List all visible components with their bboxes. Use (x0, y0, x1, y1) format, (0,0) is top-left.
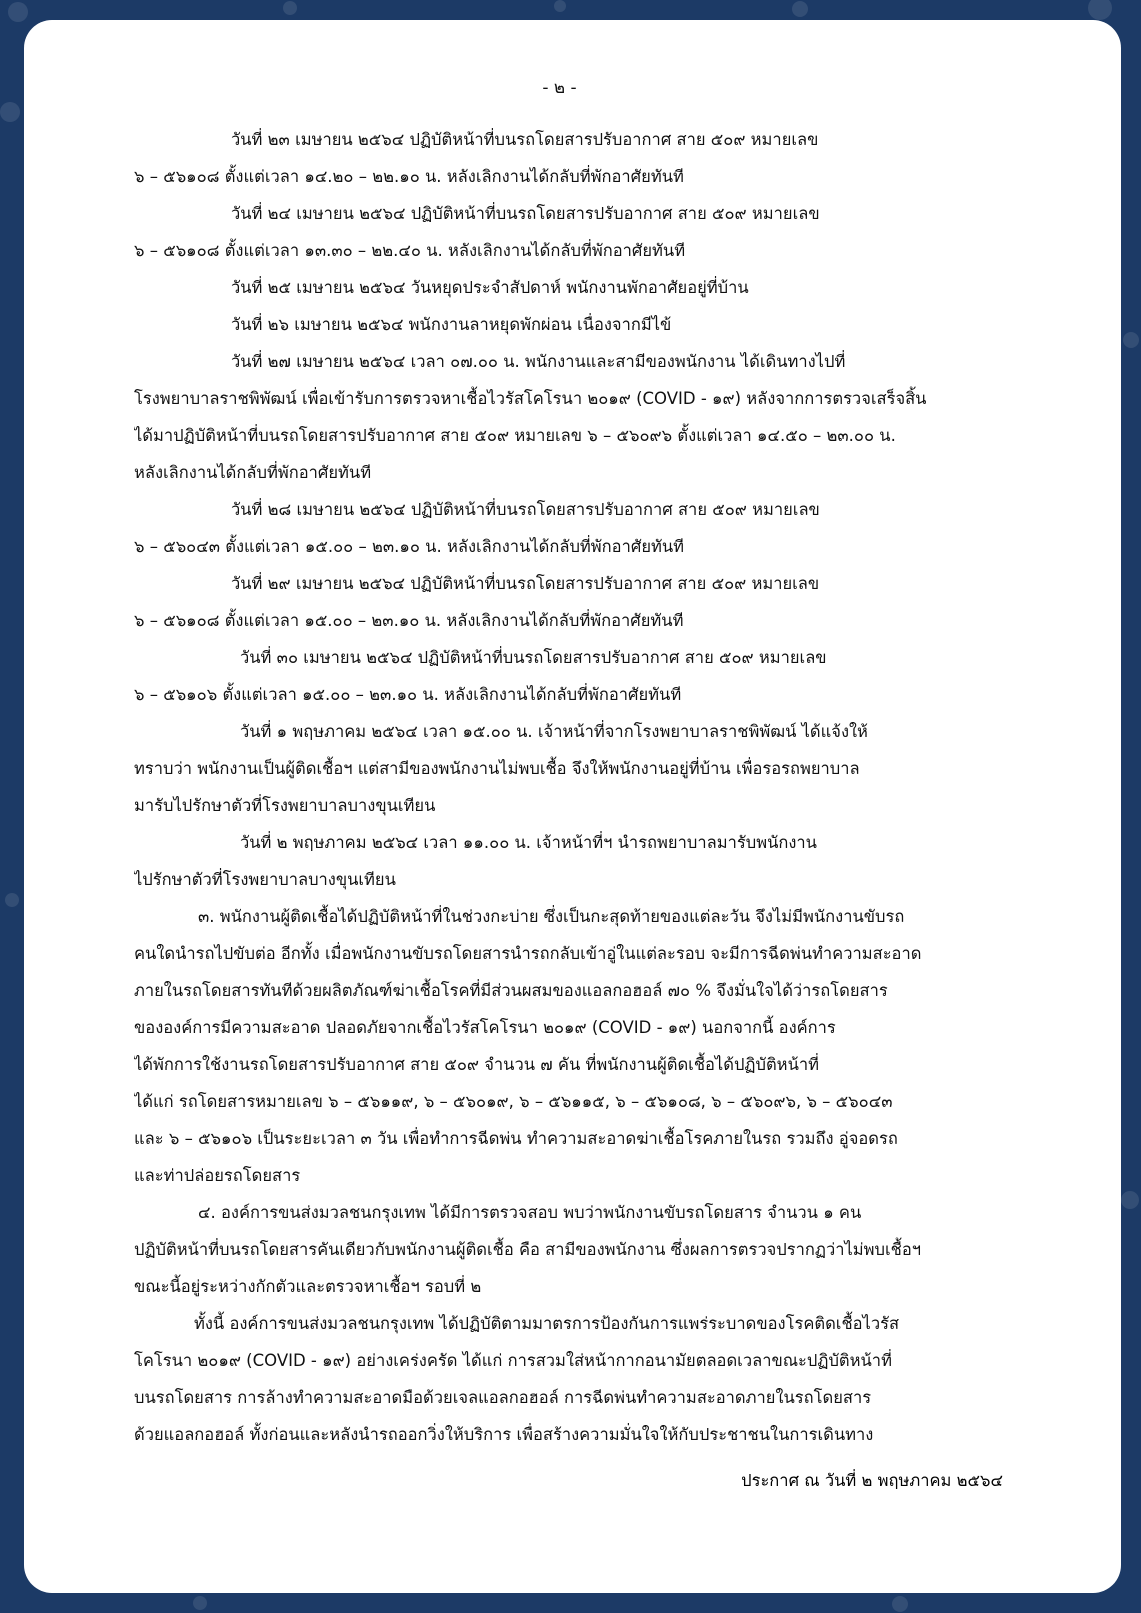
text-line: โคโรนา ๒๐๑๙ (COVID - ๑๙) อย่างเคร่งครัด ได้แก่ การสวมใส่หน้ากากอนามัยตลอดเวลาขณะปฏิบัติหน้าที่ (134, 1351, 892, 1370)
paragraph-apr-25 (134, 269, 985, 306)
text-line: วันที่ ๒๖ เมษายน ๒๕๖๔ พนักงานลาหยุดพักผ่อน เนื่องจากมีไข้ (231, 315, 672, 334)
text-line: ได้มาปฏิบัติหน้าที่บนรถโดยสารปรับอากาศ สาย ๕๐๙ หมายเลข ๖ – ๕๖๐๙๖ ตั้งแต่เวลา ๑๔.๕๐ – ๒๓.๐๐ น. (134, 426, 896, 445)
text-line: ภายในรถโดยสารทันทีด้วยผลิตภัณฑ์ฆ่าเชื้อโรคที่มีส่วนผสมของแอลกอฮอล์ ๗๐ % จึงมั่นใจได้ว่ารถโดยสาร (134, 981, 888, 1000)
text-line: ด้วยแอลกอฮอล์ ทั้งก่อนและหลังนำรถออกวิ่งให้บริการ เพื่อสร้างความมั่นใจให้กับประชาชนในการเดินทาง (134, 1425, 874, 1444)
text-line: คนใดนำรถไปขับต่อ อีกทั้ง เมื่อพนักงานขับรถโดยสารนำรถกลับเข้าอู่ในแต่ละรอบ จะมีการฉีดพ่นทำความสะอาด (134, 944, 922, 963)
paragraph-apr-26 (134, 306, 985, 343)
text-line: ๖ – ๕๖๑๐๘ ตั้งแต่เวลา ๑๕.๐๐ – ๒๓.๑๐ น. หลังเลิกงานได้กลับที่พักอาศัยทันที (134, 611, 684, 630)
text-line: หลังเลิกงานได้กลับที่พักอาศัยทันที (134, 463, 372, 482)
text-line: ๖ – ๕๖๑๐๖ ตั้งแต่เวลา ๑๕.๐๐ – ๒๓.๑๐ น. หลังเลิกงานได้กลับที่พักอาศัยทันที (134, 685, 682, 704)
text-line: ๓. พนักงานผู้ติดเชื้อได้ปฏิบัติหน้าที่ในช่วงกะบ่าย ซึ่งเป็นกะสุดท้ายของแต่ละวัน จึงไม่มีพนักงานขับรถ (198, 907, 905, 926)
text-line: วันที่ ๒๘ เมษายน ๒๕๖๔ ปฏิบัติหน้าที่บนรถโดยสารปรับอากาศ สาย ๕๐๙ หมายเลข (231, 500, 820, 519)
text-line: ขององค์การมีความสะอาด ปลอดภัยจากเชื้อไวรัสโคโรนา ๒๐๑๙ (COVID - ๑๙) นอกจากนี้ องค์การ (134, 1018, 836, 1037)
text-line: ๖ – ๕๖๑๐๘ ตั้งแต่เวลา ๑๓.๓๐ – ๒๒.๔๐ น. หลังเลิกงานได้กลับที่พักอาศัยทันที (134, 241, 686, 260)
paragraph-item-3 (134, 898, 985, 1194)
text-line: วันที่ ๑ พฤษภาคม ๒๕๖๔ เวลา ๑๕.๐๐ น. เจ้าหน้าที่จากโรงพยาบาลราชพิพัฒน์ ได้แจ้งให้ (240, 722, 868, 741)
text-line: ๖ – ๕๖๑๐๘ ตั้งแต่เวลา ๑๔.๒๐ – ๒๒.๑๐ น. หลังเลิกงานได้กลับที่พักอาศัยทันที (134, 167, 684, 186)
text-line: ขณะนี้อยู่ระหว่างกักตัวและตรวจหาเชื้อฯ รอบที่ ๒ (134, 1277, 482, 1296)
text-line: ได้แก่ รถโดยสารหมายเลข ๖ – ๕๖๑๑๙, ๖ – ๕๖๐๑๙, ๖ – ๕๖๑๑๕, ๖ – ๕๖๑๐๘, ๖ – ๕๖๐๙๖, ๖ – ๕๖๐๔๓ (134, 1092, 893, 1111)
text-line: และท่าปล่อยรถโดยสาร (134, 1166, 301, 1185)
paragraph-apr-24 (134, 195, 985, 269)
document-page (24, 20, 1121, 1593)
paragraph-apr-29 (134, 565, 985, 639)
announcement-date: ประกาศ ณ วันที่ ๒ พฤษภาคม ๒๕๖๔ (741, 1471, 1003, 1490)
paragraph-may-1 (134, 713, 985, 824)
paragraph-closing (134, 1305, 985, 1453)
paragraph-apr-23 (134, 121, 985, 195)
text-line: ได้พักการใช้งานรถโดยสารปรับอากาศ สาย ๕๐๙ จำนวน ๗ คัน ที่พนักงานผู้ติดเชื้อได้ปฏิบัติหน้าที่ (134, 1055, 819, 1074)
text-line: บนรถโดยสาร การล้างทำความสะอาดมือด้วยเจลแอลกอฮอล์ การฉีดพ่นทำความสะอาดภายในรถโดยสาร (134, 1388, 872, 1407)
text-line: โรงพยาบาลราชพิพัฒน์ เพื่อเข้ารับการตรวจหาเชื้อไวรัสโคโรนา ๒๐๑๙ (COVID - ๑๙) หลังจากการตรวจเสร็จสิ้น (134, 389, 927, 408)
text-line: วันที่ ๒๙ เมษายน ๒๕๖๔ ปฏิบัติหน้าที่บนรถโดยสารปรับอากาศ สาย ๕๐๙ หมายเลข (231, 574, 820, 593)
paragraph-item-4 (134, 1194, 985, 1305)
text-line: และ ๖ – ๕๖๑๐๖ เป็นระยะเวลา ๓ วัน เพื่อทำการฉีดพ่น ทำความสะอาดฆ่าเชื้อโรคภายในรถ รวมถึง อู่จอดรถ (134, 1129, 898, 1148)
text-line: ทั้งนี้ องค์การขนส่งมวลชนกรุงเทพ ได้ปฏิบัติตามมาตรการป้องกันการแพร่ระบาดของโรคติดเชื้อไวรัส (194, 1314, 900, 1333)
text-line: ทราบว่า พนักงานเป็นผู้ติดเชื้อฯ แต่สามีของพนักงานไม่พบเชื้อ จึงให้พนักงานอยู่ที่บ้าน เพื่อรอรถพยาบาล (134, 759, 860, 778)
paragraph-apr-27 (134, 343, 985, 491)
text-line: ปฏิบัติหน้าที่บนรถโดยสารคันเดียวกับพนักงานผู้ติดเชื้อ คือ สามีของพนักงาน ซึ่งผลการตรวจปรากฏว่าไม่พบเชื้อฯ (134, 1240, 922, 1259)
text-line: วันที่ ๒๓ เมษายน ๒๕๖๔ ปฏิบัติหน้าที่บนรถโดยสารปรับอากาศ สาย ๕๐๙ หมายเลข (231, 130, 819, 149)
paragraph-apr-28 (134, 491, 985, 565)
text-line: ไปรักษาตัวที่โรงพยาบาลบางขุนเทียน (134, 870, 396, 889)
text-line: วันที่ ๓๐ เมษายน ๒๕๖๔ ปฏิบัติหน้าที่บนรถโดยสารปรับอากาศ สาย ๕๐๙ หมายเลข (240, 648, 827, 667)
paragraph-may-2 (134, 824, 985, 898)
text-line: ๖ – ๕๖๐๔๓ ตั้งแต่เวลา ๑๕.๐๐ – ๒๓.๑๐ น. หลังเลิกงานได้กลับที่พักอาศัยทันที (134, 537, 685, 556)
paragraph-apr-30 (134, 639, 985, 713)
text-line: ๔. องค์การขนส่งมวลชนกรุงเทพ ได้มีการตรวจสอบ พบว่าพนักงานขับรถโดยสาร จำนวน ๑ คน (198, 1203, 862, 1222)
text-line: วันที่ ๒๕ เมษายน ๒๕๖๔ วันหยุดประจำสัปดาห์ พนักงานพักอาศัยอยู่ที่บ้าน (231, 278, 749, 297)
text-line: วันที่ ๒ พฤษภาคม ๒๕๖๔ เวลา ๑๑.๐๐ น. เจ้าหน้าที่ฯ นำรถพยาบาลมารับพนักงาน (240, 833, 817, 852)
text-line: มารับไปรักษาตัวที่โรงพยาบาลบางขุนเทียน (134, 796, 436, 815)
text-line: วันที่ ๒๗ เมษายน ๒๕๖๔ เวลา ๐๗.๐๐ น. พนักงานและสามีของพนักงาน ได้เดินทางไปที่ (231, 352, 846, 371)
text-line: วันที่ ๒๔ เมษายน ๒๕๖๔ ปฏิบัติหน้าที่บนรถโดยสารปรับอากาศ สาย ๕๐๙ หมายเลข (231, 204, 820, 223)
page-number: - ๒ - (542, 78, 577, 98)
